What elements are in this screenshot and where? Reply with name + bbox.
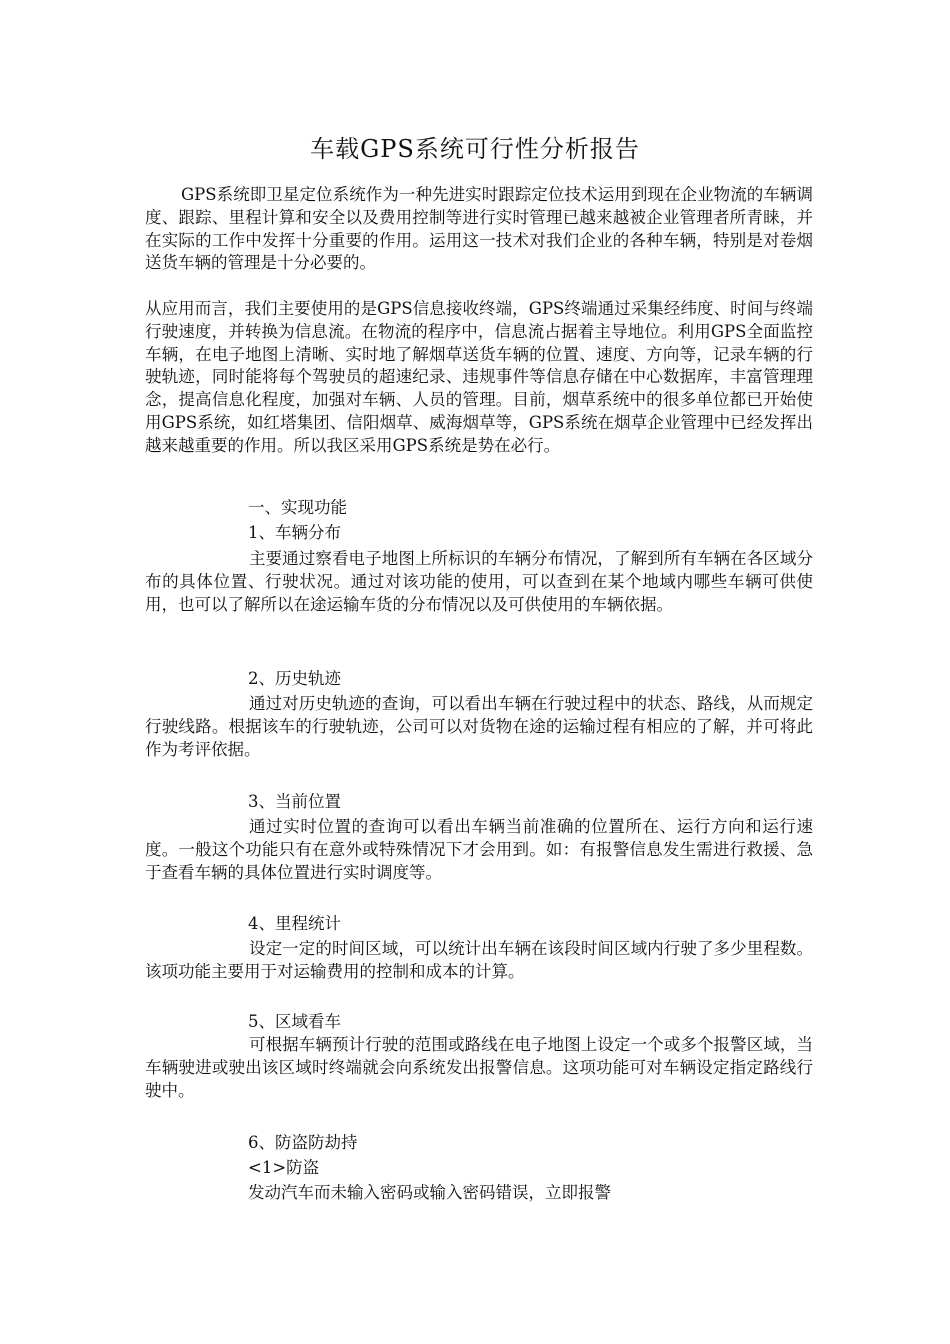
item-heading: 1、车辆分布 — [248, 523, 341, 542]
item-text: 通过对历史轨迹的查询，可以看出车辆在行驶过程中的状态、路线，从而规定行驶线路。根据该车的行驶轨迹，公司可以对货物在途的运输过程有相应的了解，并可将此作为考评依据。 — [145, 694, 813, 759]
item-heading: 4、里程统计 — [248, 914, 341, 933]
item-heading: 3、当前位置 — [248, 792, 341, 811]
intro-paragraph: GPS系统即卫星定位系统作为一种先进实时跟踪定位技术运用到现在企业物流的车辆调度、跟踪、里程计算和安全以及费用控制等进行实时管理已越来越被企业管理者所青睐，并在实际的工作中发挥十分重要的作用。运用这一技术对我们企业的各种车辆，特别是对卷烟送货车辆的管理是十分必要的。 — [145, 185, 813, 273]
document-title: 车载GPS系统可行性分析报告 — [310, 135, 640, 163]
item-text: 发动汽车而未输入密码或输入密码错误，立即报警 — [248, 1183, 611, 1202]
item-text: 设定一定的时间区域，可以统计出车辆在该段时间区域内行驶了多少里程数。该项功能主要用于对运输费用的控制和成本的计算。 — [145, 939, 813, 981]
section-heading: 一、实现功能 — [248, 498, 347, 517]
item-heading: 2、历史轨迹 — [248, 669, 341, 688]
item-text: 主要通过察看电子地图上所标识的车辆分布情况，了解到所有车辆在各区域分布的具体位置、行驶状况。通过对该功能的使用，可以查到在某个地域内哪些车辆可供使用，也可以了解所以在途运输车货的分布情况以及可供使用的车辆依据。 — [145, 549, 813, 614]
item-text: 可根据车辆预计行驶的范围或路线在电子地图上设定一个或多个报警区域，当车辆驶进或驶出该区域时终端就会向系统发出报警信息。这项功能可对车辆设定指定路线行驶中。 — [145, 1035, 813, 1100]
item-text: 通过实时位置的查询可以看出车辆当前准确的位置所在、运行方向和运行速度。一般这个功能只有在意外或特殊情况下才会用到。如：有报警信息发生需进行救援、急于查看车辆的具体位置进行实时调度等。 — [145, 817, 813, 882]
intro-paragraph: 从应用而言，我们主要使用的是GPS信息接收终端，GPS终端通过采集经纬度、时间与终端行驶速度，并转换为信息流。在物流的程序中，信息流占据着主导地位。利用GPS全面监控车辆，在电子地图上清晰、实时地了解烟草送货车辆的位置、速度、方向等，记录车辆的行驶轨迹，同时能将每个驾驶员的超速纪录、违规事件等信息存储在中心数据库，丰富管理理念，提高信息化程度，加强对车辆、人员的管理。目前，烟草系统中的很多单位都已开始使用GPS系统，如红塔集团、信阳烟草、威海烟草等，GPS系统在烟草企业管理中已经发挥出越来越重要的作用。所以我区采用GPS系统是势在必行。 — [145, 299, 813, 455]
item-heading: 5、区域看车 — [248, 1012, 341, 1031]
item-heading: 6、防盗防劫持 — [248, 1133, 358, 1152]
item-sub-heading: <1>防盗 — [248, 1158, 320, 1177]
